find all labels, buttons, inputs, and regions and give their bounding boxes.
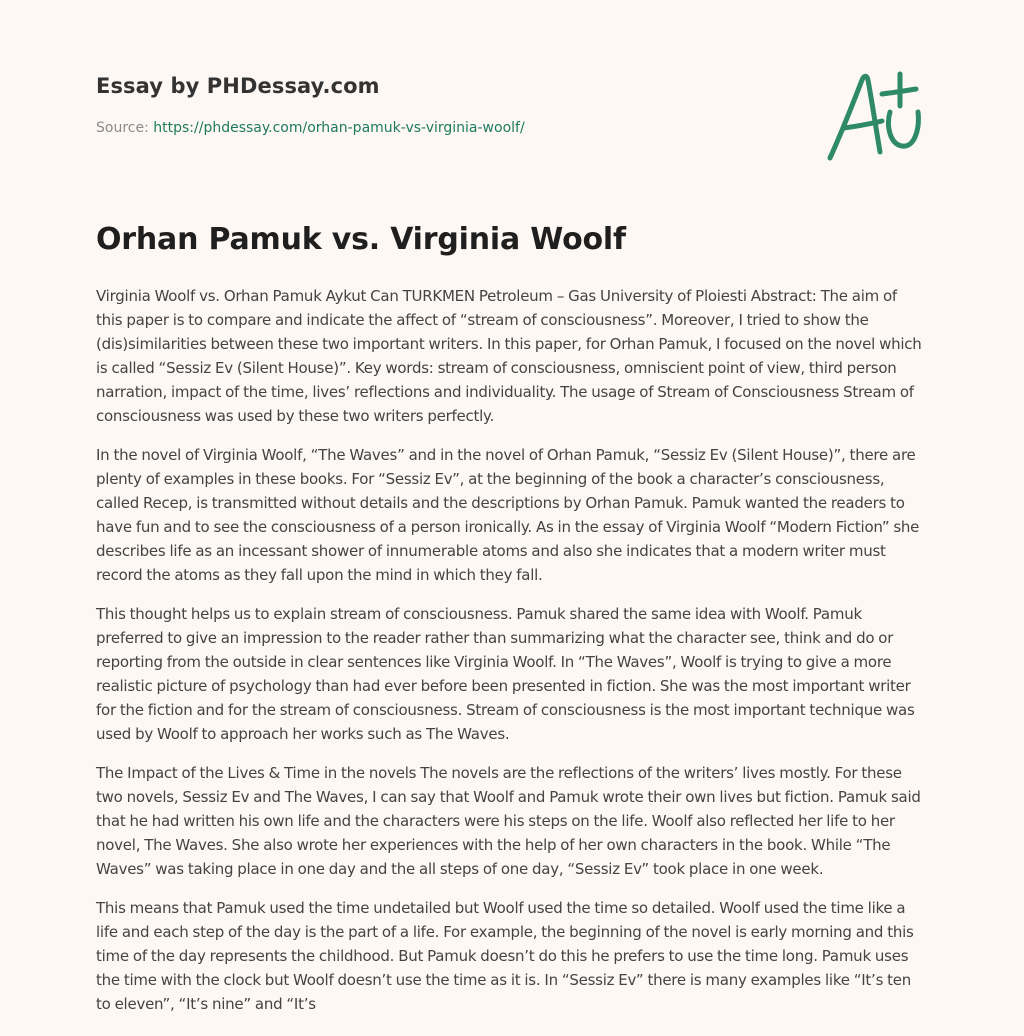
essay-paragraph: The Impact of the Lives & Time in the novels The novels are the reflections of the writers’ lives mostly. For these two novels, Sessiz Ev and The Waves, I can say that Woolf and Pamuk wrote their own lives but fiction. Pamuk said that he had written his own life and the characters were his steps on the life. Woolf also reflected her life to her novel, The Waves. She also wrote her experiences with the help of her own characters in the book. While “The Waves” was taking place in one day and the all steps of one day, “Sessiz Ev” took place in one week. [96, 764, 921, 878]
essay-title: Orhan Pamuk vs. Virginia Woolf [96, 222, 626, 257]
source-line [96, 120, 796, 136]
source-label: Source: [96, 120, 149, 136]
essay-paragraph: Virginia Woolf vs. Orhan Pamuk Aykut Can TURKMEN Petroleum – Gas University of Ploiesti Abstract: The aim of this paper is to compare and indicate the affect of “stream of consciousness”. Moreover, I tried to show the (dis)similarities between these two important writers. In this paper, for Orhan Pamuk, I focused on the novel which is called “Sessiz Ev (Silent House)”. Key words: stream of consciousness, omniscient point of view, third person narration, impact of the time, lives’ reflections and individuality. The usage of Stream of Consciousness Stream of consciousness was used by these two writers perfectly. [96, 287, 922, 425]
a-plus-grade-icon [820, 66, 930, 166]
essay-paragraph: This thought helps us to explain stream of consciousness. Pamuk shared the same idea with Woolf. Pamuk preferred to give an impression to the reader rather than summarizing what the character see, think and do or reporting from the outside in clear sentences like Virginia Woolf. In “The Waves”, Woolf is trying to give a more realistic picture of psychology than had ever before been presented in fiction. She was the most important writer for the fiction and for the stream of consciousness. Stream of consciousness is the most important technique was used by Woolf to approach her works such as The Waves. [96, 605, 915, 743]
essay-body [96, 284, 926, 1031]
essay-header [96, 74, 796, 136]
source-link[interactable]: https://phdessay.com/orhan-pamuk-vs-virginia-woolf/ [153, 120, 525, 136]
essay-paragraph: This means that Pamuk used the time undetailed but Woolf used the time so detailed. Woolf used the time like a life and each step of the day is the part of a life. For example, the beginning of the novel is early morning and this time of the day represents the childhood. But Pamuk doesn’t do this he prefers to use the time long. Pamuk uses the time with the clock but Woolf doesn’t use the time as it is. In “Sessiz Ev” there is many examples like “It’s ten to eleven”, “It’s nine” and “It’s [96, 899, 914, 1013]
essay-paragraph: In the novel of Virginia Woolf, “The Waves” and in the novel of Orhan Pamuk, “Sessiz Ev (Silent House)”, there are plenty of examples in these books. For “Sessiz Ev”, at the beginning of the book a character’s consciousness, called Recep, is transmitted without details and the descriptions by Orhan Pamuk. Pamuk wanted the readers to have fun and to see the consciousness of a person ironically. As in the essay of Virginia Woolf “Modern Fiction” she describes life as an incessant shower of innumerable atoms and also she indicates that a modern writer must record the atoms as they fall upon the mind in which they fall. [96, 446, 920, 584]
site-brand: Essay by PHDessay.com [96, 74, 380, 98]
